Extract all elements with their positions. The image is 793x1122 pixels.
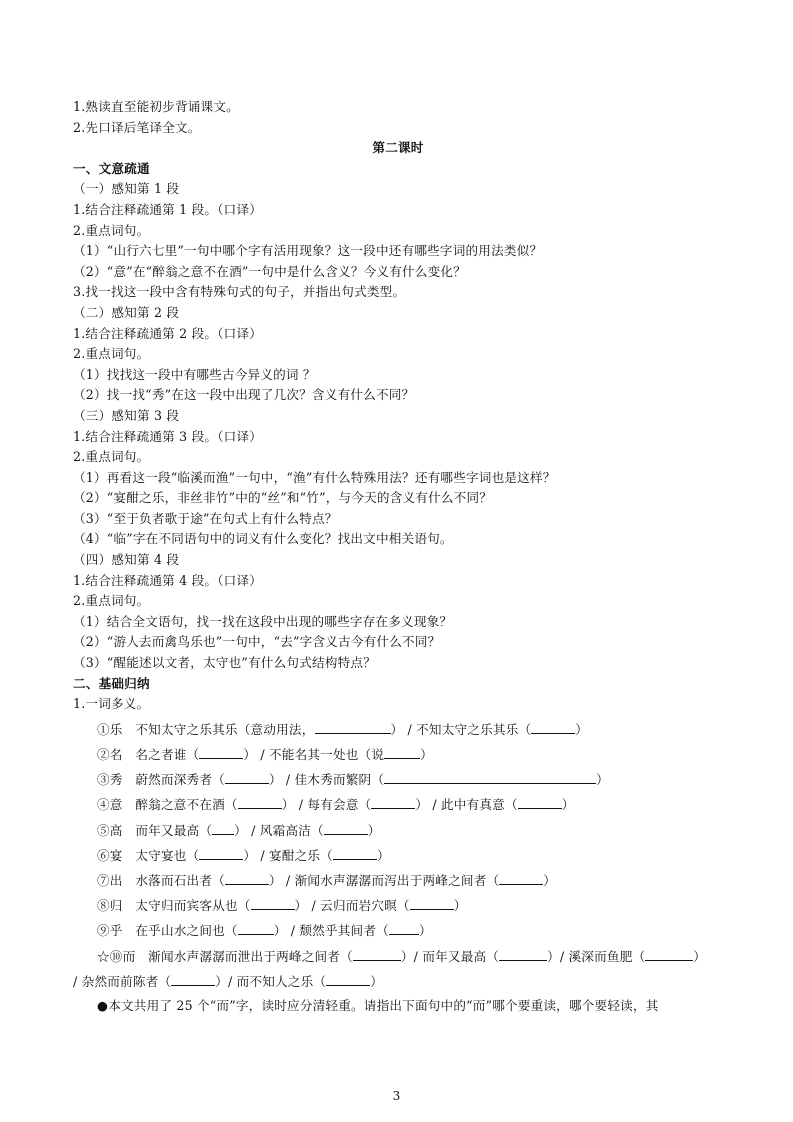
answer-blank[interactable] <box>251 896 295 910</box>
answer-blank[interactable] <box>518 795 562 809</box>
section1-line: 1.结合注释疏通第 2 段。（口译） <box>73 325 263 341</box>
section1-line: （2）“意”在“醉翁之意不在酒”一句中是什么含义？今义有什么变化？ <box>73 263 466 279</box>
section1-line: 1.结合注释疏通第 3 段。（口译） <box>73 428 263 444</box>
answer-blank[interactable] <box>238 795 282 809</box>
note-paragraph: ●本文共用了 25 个“而”字，读时应分清轻重。请指出下面句中的“而”哪个要重读，哪个要轻读，其 <box>97 998 659 1014</box>
lesson-title: 第二课时 <box>372 140 424 156</box>
section1-line: （1）“山行六七里”一句中哪个字有活用现象？这一段中还有哪些字词的用法类似？ <box>73 243 543 259</box>
answer-blank[interactable] <box>238 921 274 935</box>
polysemy-item-ming: ②名 名之者谁（ ） / 不能名其一处也（说 ） <box>97 747 433 763</box>
answer-blank[interactable] <box>199 745 243 759</box>
answer-blank[interactable] <box>315 720 391 734</box>
section1-line: （2）找一找“秀”在这一段中出现了几次？含义有什么不同？ <box>73 387 415 403</box>
polysemy-item-yan: ⑥宴 太守宴也（ ） / 宴酣之乐（ ） <box>97 847 390 863</box>
section1-line: 2.重点词句。 <box>73 449 150 465</box>
polysemy-item-hu: ⑨乎 在乎山水之间也（ ） / 颓然乎其间者（ ） <box>97 923 432 939</box>
answer-blank[interactable] <box>333 846 377 860</box>
section2-heading: 二、基础归纳 <box>73 675 150 691</box>
section1-line: 3.找一找这一段中含有特殊句式的句子，并指出句式类型。 <box>73 284 406 300</box>
answer-blank[interactable] <box>171 972 215 986</box>
intro-line-1: 1.熟读直至能初步背诵课文。 <box>73 99 239 114</box>
section1-heading: 一、文意疏通 <box>73 160 150 176</box>
section1-line: （3）“醒能述以文者，太守也”有什么句式结构特点？ <box>73 655 376 671</box>
section1-line: 1.结合注释疏通第 1 段。（口译） <box>73 201 263 217</box>
answer-blank[interactable] <box>225 770 269 784</box>
answer-blank[interactable] <box>384 770 596 784</box>
answer-blank[interactable] <box>384 745 420 759</box>
section1-line: 1.结合注释疏通第 4 段。（口译） <box>73 572 263 588</box>
intro-line-2: 2.先口译后笔译全文。 <box>73 119 201 135</box>
page-number: 3 <box>392 1089 401 1103</box>
answer-blank[interactable] <box>326 972 370 986</box>
polysemy-item-yi: ④意 醉翁之意不在酒（ ） / 每有会意（ ） / 此中有真意（ ） <box>97 797 575 813</box>
section1-line: 2.重点词句。 <box>73 346 150 362</box>
polysemy-item-le: ①乐 不知太守之乐其乐（意动用法， ） / 不知太守之乐其乐（ ） <box>97 721 589 737</box>
section1-line: （4）“临”字在不同语句中的词义有什么变化？找出文中相关语句。 <box>73 531 453 547</box>
section1-line: 2.重点词句。 <box>73 222 150 238</box>
answer-blank[interactable] <box>225 871 269 885</box>
answer-blank[interactable] <box>499 947 547 961</box>
section1-list <box>73 179 723 673</box>
section1-line: （3）“至于负者歌于途”在句式上有什么特点？ <box>73 510 338 526</box>
polysemy-item-gui: ⑧归 太守归而宾客从也（ ） / 云归而岩穴暝（ ） <box>97 898 467 914</box>
section1-line: （二）感知第 2 段 <box>73 304 180 320</box>
answer-blank[interactable] <box>389 921 419 935</box>
section1-line: （1）再看这一段“临溪而渔”一句中，“渔”有什么特殊用法？还有哪些字词也是这样？ <box>73 469 556 485</box>
section1-line: （1）找找这一段中有哪些古今异义的词 ？ <box>73 366 316 382</box>
section1-line: （四）感知第 4 段 <box>73 552 180 568</box>
answer-blank[interactable] <box>212 821 234 835</box>
section1-line: （一）感知第 1 段 <box>73 181 180 197</box>
answer-blank[interactable] <box>499 871 543 885</box>
section1-line: （2）“宴酣之乐，非丝非竹”中的“丝”和“竹”，与今天的含义有什么不同？ <box>73 490 493 506</box>
section1-line: （2）“游人去而禽鸟乐也”一句中，“去”字含义古今有什么不同？ <box>73 634 441 650</box>
section2-subheading: 1.一词多义。 <box>73 696 150 712</box>
polysemy-item-er-continued: / 杂然而前陈者（ ）/ 而不知人之乐（ ） <box>73 973 383 989</box>
section1-line: （1）结合全文语句，找一找在这段中出现的哪些字存在多义现象？ <box>73 613 453 629</box>
answer-blank[interactable] <box>645 947 693 961</box>
document-body <box>73 97 723 1017</box>
section1-line: 2.重点词句。 <box>73 593 150 609</box>
answer-blank[interactable] <box>353 947 401 961</box>
polysemy-item-xiu: ③秀 蔚然而深秀者（ ） / 佳木秀而繁阴（ ） <box>97 772 609 788</box>
answer-blank[interactable] <box>324 821 368 835</box>
answer-blank[interactable] <box>410 896 454 910</box>
polysemy-item-gao: ⑤高 而年又最高（ ） / 风霜高洁（ ） <box>97 822 381 838</box>
answer-blank[interactable] <box>199 846 243 860</box>
answer-blank[interactable] <box>531 720 575 734</box>
polysemy-list <box>73 717 723 994</box>
answer-blank[interactable] <box>371 795 415 809</box>
polysemy-item-chu: ⑦出 水落而石出者（ ） / 渐闻水声潺潺而泻出于两峰之间者（ ） <box>97 873 557 889</box>
section1-line: （三）感知第 3 段 <box>73 407 180 423</box>
polysemy-item-er: ☆⑩而 渐闻水声潺潺而泄出于两峰之间者（ ）/ 而年又最高（ ）/ 溪深而鱼肥（ ） <box>97 948 707 964</box>
